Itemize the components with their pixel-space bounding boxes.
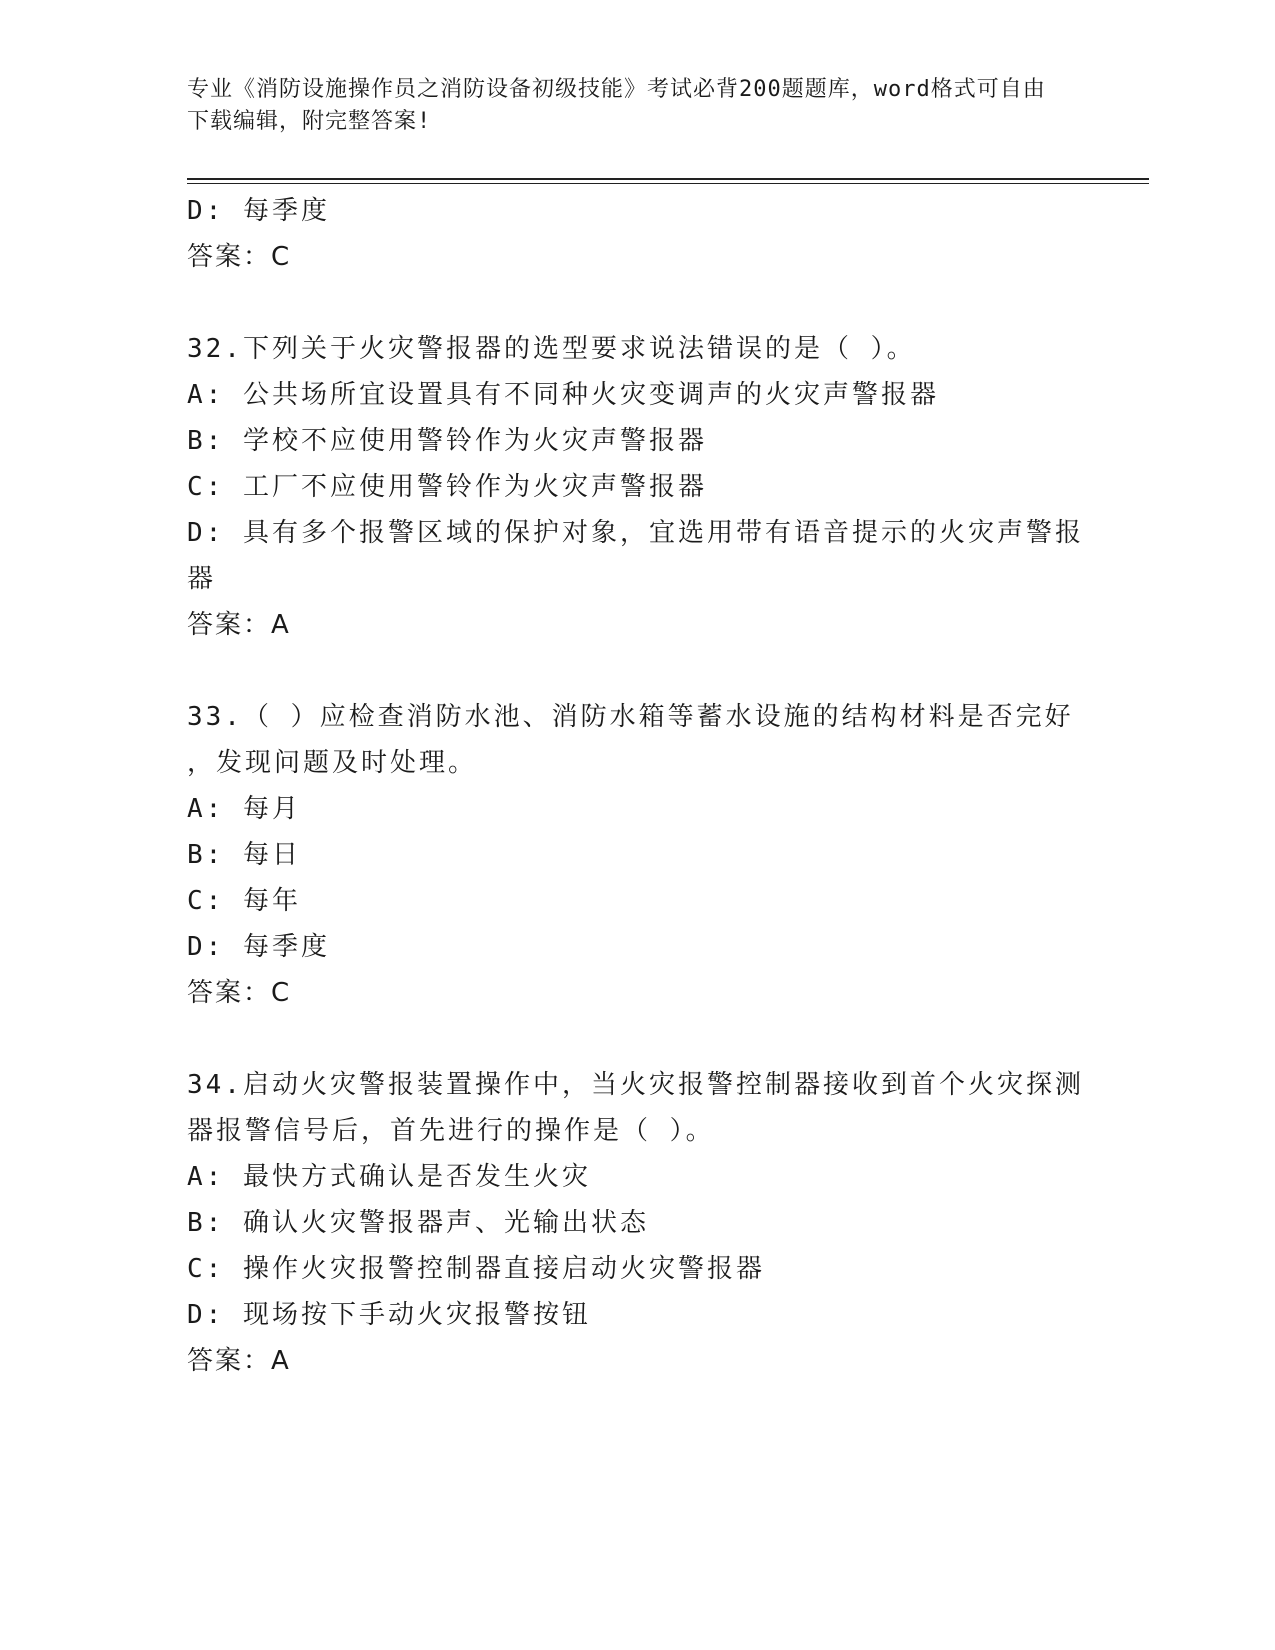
question-stem-continued: ，发现问题及时处理。	[187, 748, 478, 778]
question-stem: 32.下列关于火灾警报器的选型要求说法错误的是（ ）。	[187, 334, 916, 364]
question-stem: 34.启动火灾警报装置操作中，当火灾报警控制器接收到首个火灾探测	[187, 1070, 1084, 1100]
prev-answer: 答案：C	[187, 242, 292, 272]
option-b: B: 学校不应使用警铃作为火灾声警报器	[187, 426, 707, 456]
spacer	[187, 648, 1087, 694]
question-stem: 33.（ ）应检查消防水池、消防水箱等蓄水设施的结构材料是否完好	[187, 702, 1074, 732]
header-divider-thin	[187, 183, 1149, 184]
option-c: C: 工厂不应使用警铃作为火灾声警报器	[187, 472, 707, 502]
answer: 答案：C	[187, 978, 292, 1008]
spacer	[187, 1016, 1087, 1062]
answer: 答案：A	[187, 610, 291, 640]
spacer	[187, 280, 1087, 326]
question-32	[187, 326, 1087, 648]
option-a: A: 每月	[187, 794, 301, 824]
prev-option-d: D: 每季度	[187, 196, 330, 226]
document-body	[187, 188, 1087, 1384]
option-c: C: 操作火灾报警控制器直接启动火灾警报器	[187, 1254, 765, 1284]
option-d: D: 具有多个报警区域的保护对象，宜选用带有语音提示的火灾声警报	[187, 518, 1084, 548]
option-a: A: 最快方式确认是否发生火灾	[187, 1162, 591, 1192]
answer: 答案：A	[187, 1346, 291, 1376]
option-b: B: 每日	[187, 840, 301, 870]
header-divider-thick	[187, 178, 1149, 180]
option-b: B: 确认火灾警报器声、光输出状态	[187, 1208, 649, 1238]
option-d: D: 每季度	[187, 932, 330, 962]
option-d: D: 现场按下手动火灾报警按钮	[187, 1300, 591, 1330]
question-33	[187, 694, 1087, 1016]
option-d-continued: 器	[187, 564, 217, 594]
question-34	[187, 1062, 1087, 1384]
document-header: 专业《消防设施操作员之消防设备初级技能》考试必背200题题库，word格式可自由下载编辑，附完整答案!	[187, 77, 1046, 134]
option-a: A: 公共场所宜设置具有不同种火灾变调声的火灾声警报器	[187, 380, 939, 410]
question-stem-continued: 器报警信号后，首先进行的操作是（ ）。	[187, 1116, 715, 1146]
option-c: C: 每年	[187, 886, 301, 916]
